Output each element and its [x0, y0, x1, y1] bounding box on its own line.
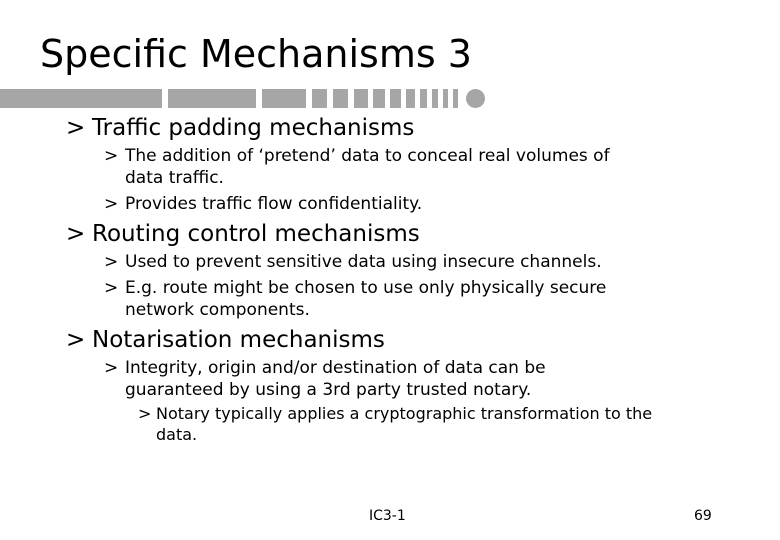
bullet-text: Notarisation mechanisms [92, 327, 385, 353]
decoration-circle [466, 89, 485, 108]
bullet-marker: > [138, 404, 152, 423]
bullet-marker: > [66, 115, 86, 141]
bullet-text-line: E.g. route might be chosen to use only physically secure [125, 278, 607, 298]
title-underline-decoration [0, 89, 500, 108]
decoration-segment [406, 89, 415, 108]
sub-bullet [104, 357, 546, 401]
bullet-text: Traffic padding mechanisms [92, 115, 415, 141]
decoration-segment [390, 89, 401, 108]
bullet-notarisation [66, 326, 385, 354]
bullet-text-line: The addition of ‘pretend’ data to conceal real volumes of [125, 146, 610, 166]
bullet-traffic-padding [66, 114, 414, 142]
decoration-segment [373, 89, 385, 108]
sub-bullet [104, 193, 422, 215]
bullet-text-line: guaranteed by using a 3rd party trusted notary. [125, 380, 532, 400]
bullet-text-line: Provides traffic flow confidentiality. [125, 194, 423, 214]
bullet-marker: > [104, 358, 119, 378]
bullet-text: Routing control mechanisms [92, 221, 420, 247]
decoration-segment [453, 89, 458, 108]
bullet-marker: > [104, 194, 119, 214]
decoration-segment [312, 89, 327, 108]
bullet-text-line: data traffic. [125, 168, 224, 188]
bullet-text-line: Integrity, origin and/or destination of data can be [125, 358, 546, 378]
bullet-marker: > [104, 252, 119, 272]
bullet-text-line: network components. [125, 300, 310, 320]
sub-bullet [104, 251, 602, 273]
decoration-segment [432, 89, 438, 108]
decoration-segment [354, 89, 368, 108]
decoration-segment [262, 89, 306, 108]
bullet-marker: > [104, 146, 119, 166]
bullet-marker: > [104, 278, 119, 298]
sub-bullet [104, 277, 606, 321]
decoration-segment [443, 89, 448, 108]
sub-sub-bullet [138, 403, 652, 445]
bullet-text-line: data. [156, 425, 198, 444]
bullet-text-line: Notary typically applies a cryptographic transformation to the [156, 404, 653, 423]
footer-course-code: IC3-1 [369, 508, 406, 524]
decoration-segment [420, 89, 427, 108]
bullet-text-line: Used to prevent sensitive data using insecure channels. [125, 252, 602, 272]
decoration-segment [0, 89, 162, 108]
decoration-segment [168, 89, 256, 108]
bullet-routing-control [66, 220, 420, 248]
bullet-marker: > [66, 221, 86, 247]
footer-page-number: 69 [694, 508, 712, 524]
decoration-segment [333, 89, 348, 108]
slide-title: Specific Mechanisms 3 [40, 32, 472, 76]
bullet-marker: > [66, 327, 86, 353]
sub-bullet [104, 145, 610, 189]
